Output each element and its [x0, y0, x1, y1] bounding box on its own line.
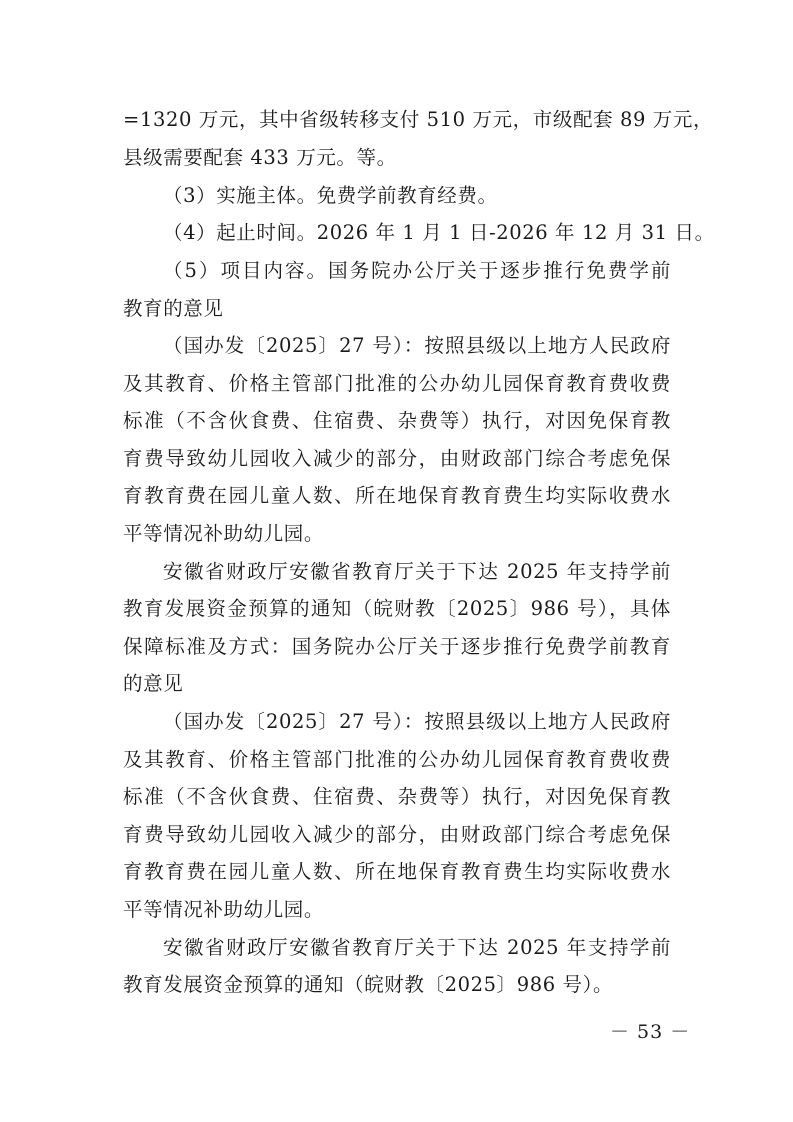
text-line: 的意见 — [123, 672, 184, 695]
text-line: （4）起止时间。2026 年 1 月 1 日-2026 年 12 月 31 日。 — [163, 221, 715, 244]
text-line: 安徽省财政厅安徽省教育厅关于下达 2025 年支持学前 — [163, 560, 671, 583]
text-line: （5）项目内容。国务院办公厅关于逐步推行免费学前 — [163, 259, 671, 282]
text-line: 保障标准及方式：国务院办公厅关于逐步推行免费学前教育 — [123, 635, 671, 658]
text-line: 育教育费在园儿童人数、所在地保育教育费生均实际收费水 — [123, 860, 671, 883]
text-line: 标准（不含伙食费、住宿费、杂费等）执行，对因免保育教 — [123, 409, 671, 432]
text-line: 安徽省财政厅安徽省教育厅关于下达 2025 年支持学前 — [163, 936, 671, 959]
text-line: 及其教育、价格主管部门批准的公办幼儿园保育教育费收费 — [123, 372, 671, 395]
text-line: 平等情况补助幼儿园。 — [123, 898, 325, 921]
page-number: － 53 － — [610, 1021, 691, 1043]
text-line: 教育的意见 — [123, 297, 224, 320]
text-line: （3）实施主体。免费学前教育经费。 — [163, 184, 498, 207]
text-line: 标准（不含伙食费、住宿费、杂费等）执行，对因免保育教 — [123, 785, 671, 808]
text-line: 及其教育、价格主管部门批准的公办幼儿园保育教育费收费 — [123, 748, 671, 771]
text-line: 平等情况补助幼儿园。 — [123, 522, 325, 545]
text-line: 育教育费在园儿童人数、所在地保育教育费生均实际收费水 — [123, 484, 671, 507]
text-line: （国办发〔2025〕27 号）：按照县级以上地方人民政府 — [163, 710, 671, 733]
text-line: 育费导致幼儿园收入减少的部分，由财政部门综合考虑免保 — [123, 447, 671, 470]
text-line: 县级需要配套 433 万元。等。 — [123, 146, 397, 169]
text-line: （国办发〔2025〕27 号）：按照县级以上地方人民政府 — [163, 334, 671, 357]
text-line: 育费导致幼儿园收入减少的部分，由财政部门综合考虑免保 — [123, 823, 671, 846]
text-line: =1320 万元，其中省级转移支付 510 万元，市级配套 89 万元， — [123, 108, 714, 131]
text-line: 教育发展资金预算的通知（皖财教〔2025〕986 号），具体 — [123, 597, 671, 620]
text-line: 教育发展资金预算的通知（皖财教〔2025〕986 号）。 — [123, 973, 614, 996]
